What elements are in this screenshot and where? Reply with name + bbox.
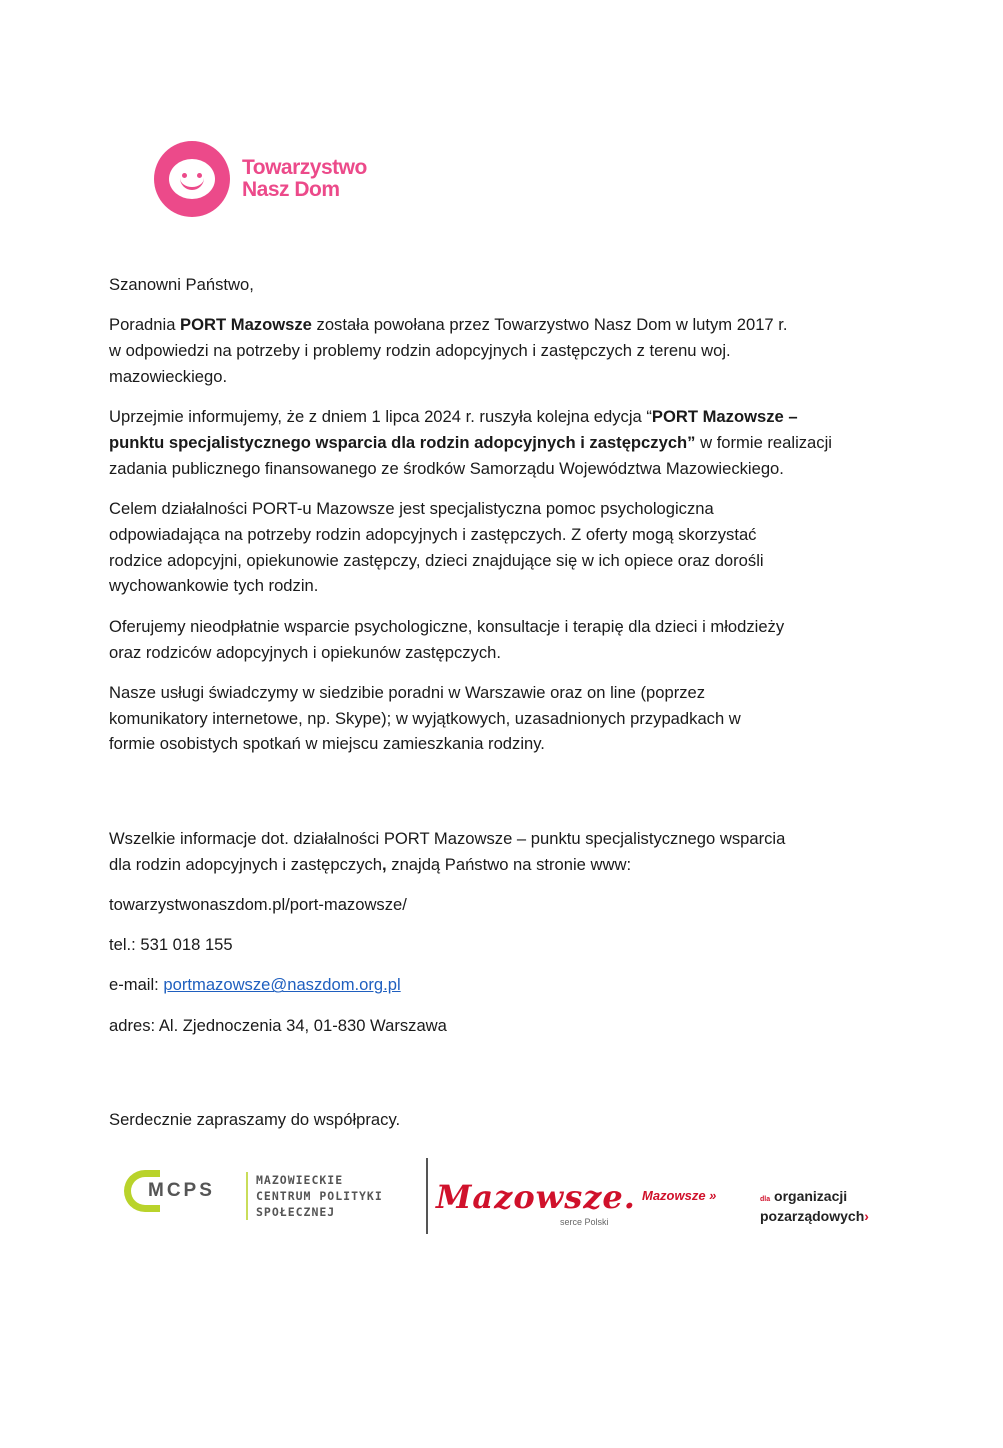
text-line [109, 456, 929, 482]
bold-text: PORT Mazowsze – [651, 407, 798, 427]
paragraph [109, 1013, 929, 1039]
smiley-face-icon [154, 141, 230, 217]
text-line [109, 522, 929, 548]
text: komunikatory internetowe, np. Skype); w wyjątkowych, uzasadnionych przypadkach w [109, 708, 741, 728]
mazowsze-tagline: serce Polski [560, 1217, 609, 1227]
text-line [109, 892, 929, 918]
text: Celem działalności PORT-u Mazowsze jest specjalistyczna pomoc psychologiczna [109, 499, 714, 519]
text-line [109, 852, 929, 878]
bold-text: PORT Mazowsze [180, 315, 312, 335]
text-line [109, 312, 929, 338]
paragraph [109, 680, 929, 757]
text-line [109, 1013, 929, 1039]
paragraph [109, 272, 929, 298]
text-line [109, 1107, 929, 1133]
divider [426, 1158, 428, 1234]
mcps-line: MAZOWIECKIE [256, 1173, 344, 1187]
mcps-line: SPOŁECZNEJ [256, 1205, 336, 1219]
text: formie osobistych spotkań w miejscu zamieszkania rodziny. [109, 734, 545, 754]
text: Szanowni Państwo, [109, 275, 254, 294]
text: oraz rodziców adopcyjnych i opiekunów zastępczych. [109, 642, 501, 662]
mcps-logo [124, 1170, 215, 1212]
text-line [109, 932, 929, 958]
text-line [109, 573, 929, 599]
sponsor-logos [124, 1158, 904, 1236]
logo-line2: Nasz Dom [242, 178, 340, 201]
text: e-mail: [109, 975, 164, 995]
text-line [109, 680, 929, 706]
paragraph [109, 972, 929, 998]
letter-body [109, 272, 929, 1147]
bold-text: , [382, 854, 387, 874]
mazowsze-logo: Mazowsze. [436, 1178, 636, 1216]
mcps-short: MCPS [148, 1180, 215, 1201]
text: Poradnia [109, 315, 181, 335]
text: znajdą Państwo na stronie www: [386, 854, 632, 874]
text: odpowiadająca na potrzeby rodzin adopcyjnych i zastępczych. Z oferty mogą skorzystać [109, 524, 757, 544]
text: Oferujemy nieodpłatnie wsparcie psychologiczne, konsultacje i terapię dla dzieci i młodzieży [109, 616, 785, 636]
text-line [109, 496, 929, 522]
paragraph [109, 496, 929, 599]
text: tel.: 531 018 155 [109, 935, 233, 955]
paragraph [109, 404, 929, 481]
text-line [109, 548, 929, 574]
text-line [109, 826, 929, 852]
text: Nasze usługi świadczymy w siedzibie poradni w Warszawie oraz on line (poprzez [109, 682, 706, 702]
spacer [109, 772, 929, 826]
text: towarzystwonaszdom.pl/port-mazowsze/ [109, 894, 407, 914]
text-line [109, 640, 929, 666]
text-line [109, 272, 929, 298]
bold-text: punktu specjalistycznego wsparcia dla rodzin adopcyjnych i zastępczych” [109, 432, 696, 452]
logo-line1: Towarzystwo [242, 156, 367, 179]
text: w formie realizacji [695, 432, 832, 452]
text: w odpowiedzi na potrzeby i problemy rodzin adopcyjnych i zastępczych z terenu woj. [109, 341, 731, 361]
mcps-line: CENTRUM POLITYKI [256, 1189, 383, 1203]
paragraph [109, 312, 929, 389]
ngo-line2: pozarządowych [760, 1208, 865, 1224]
text: wychowankowie tych rodzin. [109, 576, 319, 596]
email-link[interactable]: portmazowsze@naszdom.org.pl [163, 975, 401, 995]
text: została powołana przez Towarzystwo Nasz Dom w lutym 2017 r. [311, 315, 788, 335]
text: adres: Al. Zjednoczenia 34, 01-830 Warszawa [109, 1015, 447, 1035]
paragraph [109, 826, 929, 878]
towarzystwo-nasz-dom-logo [154, 141, 367, 217]
chevron-right-icon: › [864, 1208, 869, 1224]
text-line [109, 430, 929, 456]
paragraph [109, 892, 929, 918]
text: Wszelkie informacje dot. działalności PORT Mazowsze – punktu specjalistycznego wsparcia [109, 828, 786, 848]
ngo-brand: Mazowsze » [642, 1188, 717, 1203]
paragraph [109, 614, 929, 666]
text-line [109, 404, 929, 430]
spacer [109, 1053, 929, 1107]
text-line [109, 338, 929, 364]
text: Uprzejmie informujemy, że z dniem 1 lipca 2024 r. ruszyła kolejna edycja “ [109, 407, 652, 427]
text: dla rodzin adopcyjnych i zastępczych [109, 854, 383, 874]
text-line [109, 972, 929, 998]
ngo-logo [760, 1188, 869, 1225]
text-line [109, 706, 929, 732]
paragraph [109, 932, 929, 958]
text-line [109, 731, 929, 757]
text-line [109, 614, 929, 640]
text: Serdecznie zapraszamy do współpracy. [109, 1110, 401, 1130]
ngo-dla: dla [760, 1196, 771, 1203]
text: zadania publicznego finansowanego ze środków Samorządu Województwa Mazowieckiego. [109, 458, 784, 478]
ngo-line1: organizacji [774, 1188, 848, 1204]
text: rodzice adopcyjni, opiekunowie zastępczy, dzieci znajdujące się w ich opiece oraz dorośli [109, 550, 764, 570]
text: mazowieckiego. [109, 366, 228, 386]
mcps-full-name [246, 1172, 383, 1220]
text-line [109, 364, 929, 390]
paragraph [109, 1107, 929, 1133]
